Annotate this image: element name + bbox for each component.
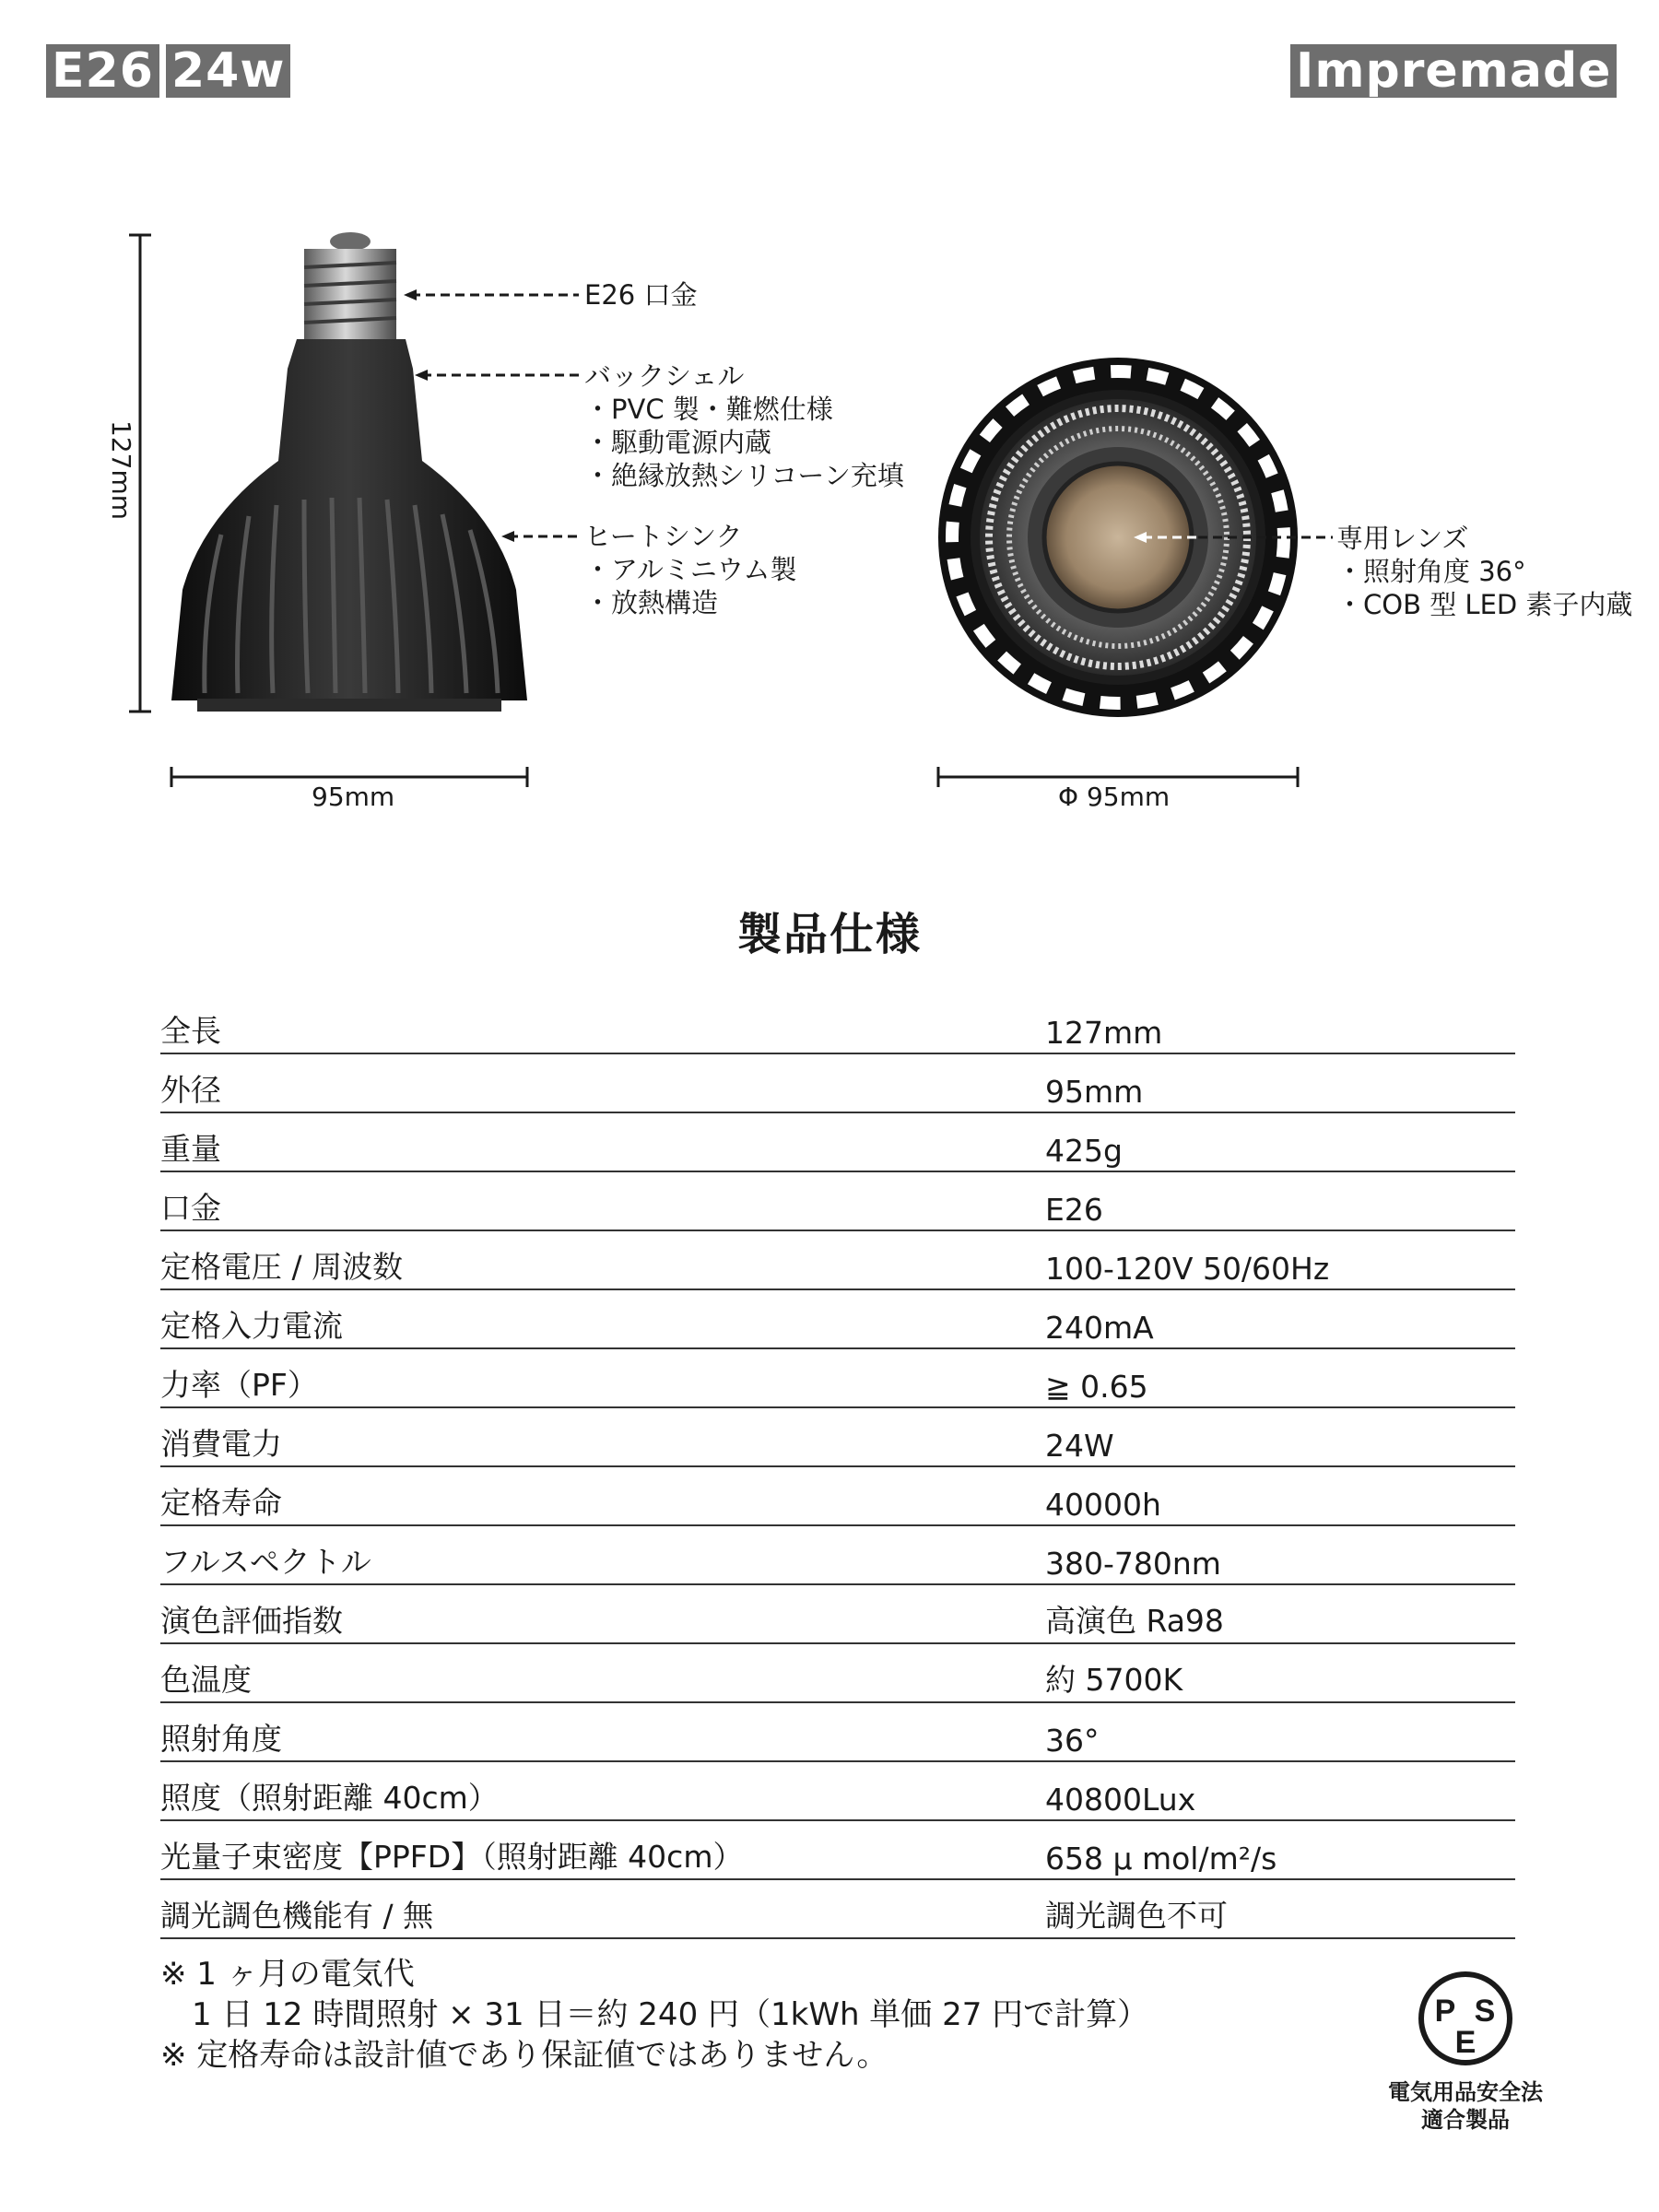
spec-row — [160, 1526, 1515, 1585]
spec-value: 100-120V 50/60Hz — [1045, 1251, 1330, 1287]
pse-mark — [1373, 1968, 1558, 2134]
callout-backshell — [584, 359, 904, 492]
spec-label: 外径 — [160, 1072, 221, 1108]
spec-label: 重量 — [160, 1131, 221, 1167]
callout-backshell-item: ・PVC 製・難燃仕様 — [584, 394, 833, 425]
height-label: 127mm — [106, 420, 136, 520]
spec-label: 照度（照射距離 40cm） — [160, 1780, 499, 1816]
spec-row — [160, 1585, 1515, 1644]
spec-row — [160, 1290, 1515, 1349]
spec-row — [160, 995, 1515, 1054]
bulb-side-view — [171, 232, 527, 712]
spec-value: ≧ 0.65 — [1045, 1369, 1148, 1405]
spec-value: 127mm — [1045, 1015, 1163, 1051]
callout-backshell-title: バックシェル — [584, 360, 745, 392]
note-lifespan: ※ 定格寿命は設計値であり保証値ではありません。 — [160, 2037, 888, 2074]
spec-value: E26 — [1045, 1192, 1103, 1228]
note-cost-calculation: 1 日 12 時間照射 × 31 日＝約 240 円（1kWh 単価 27 円で計算） — [160, 1996, 1149, 2033]
callout-heatsink — [584, 520, 797, 619]
svg-text:S: S — [1474, 1994, 1496, 2029]
spec-value: 調光調色不可 — [1045, 1898, 1228, 1934]
spec-label: 消費電力 — [160, 1426, 282, 1462]
spec-label: 光量子束密度【PPFD】（照射距離 40cm） — [160, 1839, 744, 1875]
diameter-label: Φ 95mm — [1058, 782, 1171, 812]
callout-backshell-item: ・駆動電源内蔵 — [584, 427, 772, 458]
spec-label: 定格寿命 — [160, 1485, 282, 1521]
spec-value: 36° — [1045, 1723, 1100, 1759]
spec-row — [160, 1349, 1515, 1408]
spec-row — [160, 1054, 1515, 1113]
spec-value: 40000h — [1045, 1487, 1161, 1523]
callout-heatsink-title: ヒートシンク — [584, 521, 743, 552]
spec-value: 24W — [1045, 1428, 1114, 1464]
spec-value: 658 µ mol/m²/s — [1045, 1841, 1277, 1877]
spec-value: 425g — [1045, 1133, 1123, 1169]
note-electricity-cost: ※ 1 ヶ月の電気代 — [160, 1956, 415, 1993]
spec-table — [160, 995, 1515, 1939]
callout-lens-item: ・COB 型 LED 素子内蔵 — [1336, 589, 1633, 620]
spec-label: 色温度 — [160, 1662, 252, 1698]
spec-label: 口金 — [160, 1190, 221, 1226]
spec-row — [160, 1467, 1515, 1526]
spec-label: 調光調色機能有 / 無 — [160, 1898, 434, 1934]
spec-row — [160, 1880, 1515, 1939]
spec-label: フルスペクトル — [160, 1544, 371, 1580]
spec-row — [160, 1408, 1515, 1467]
callout-lens — [1336, 522, 1632, 621]
footnotes — [160, 1954, 1148, 2076]
spec-row — [160, 1821, 1515, 1880]
socket-tag: E26 — [46, 44, 159, 98]
spec-value: 約 5700K — [1045, 1662, 1183, 1698]
spec-label: 全長 — [160, 1013, 221, 1049]
callout-heatsink-item: ・アルミニウム製 — [584, 554, 797, 585]
spec-label: 定格電圧 / 周波数 — [160, 1249, 404, 1285]
specs-title: 製品仕様 — [736, 909, 922, 960]
wattage-tag: 24w — [166, 44, 290, 98]
pse-caption-line1: 電気用品安全法 — [1388, 2079, 1543, 2105]
spec-label: 定格入力電流 — [160, 1308, 343, 1344]
spec-row — [160, 1113, 1515, 1172]
callout-lens-title: 専用レンズ — [1336, 523, 1469, 554]
spec-label: 力率（PF） — [160, 1367, 318, 1403]
callout-heatsink-item: ・放熱構造 — [584, 587, 719, 618]
spec-row — [160, 1644, 1515, 1703]
spec-label: 演色評価指数 — [160, 1603, 343, 1639]
svg-text:P: P — [1434, 1994, 1456, 2029]
spec-row — [160, 1231, 1515, 1290]
callout-backshell-item: ・絶縁放熱シリコーン充填 — [584, 460, 904, 491]
spec-row — [160, 1172, 1515, 1231]
spec-value: 380-780nm — [1045, 1546, 1221, 1582]
callout-lens-item: ・照射角度 36° — [1336, 556, 1526, 587]
width-label: 95mm — [312, 782, 395, 812]
pse-logo-icon — [1415, 1968, 1516, 2069]
spec-value: 95mm — [1045, 1074, 1144, 1110]
product-diagram — [0, 0, 1659, 848]
spec-value: 高演色 Ra98 — [1045, 1603, 1224, 1639]
spec-value: 240mA — [1045, 1310, 1154, 1346]
brand-tag: Impremade — [1290, 44, 1617, 98]
spec-value: 40800Lux — [1045, 1782, 1196, 1818]
callout-socket: E26 口金 — [584, 279, 698, 311]
pse-caption-line2: 適合製品 — [1421, 2107, 1510, 2133]
spec-label: 照射角度 — [160, 1721, 282, 1757]
svg-text:E: E — [1454, 2025, 1477, 2060]
spec-row — [160, 1703, 1515, 1762]
spec-row — [160, 1762, 1515, 1821]
